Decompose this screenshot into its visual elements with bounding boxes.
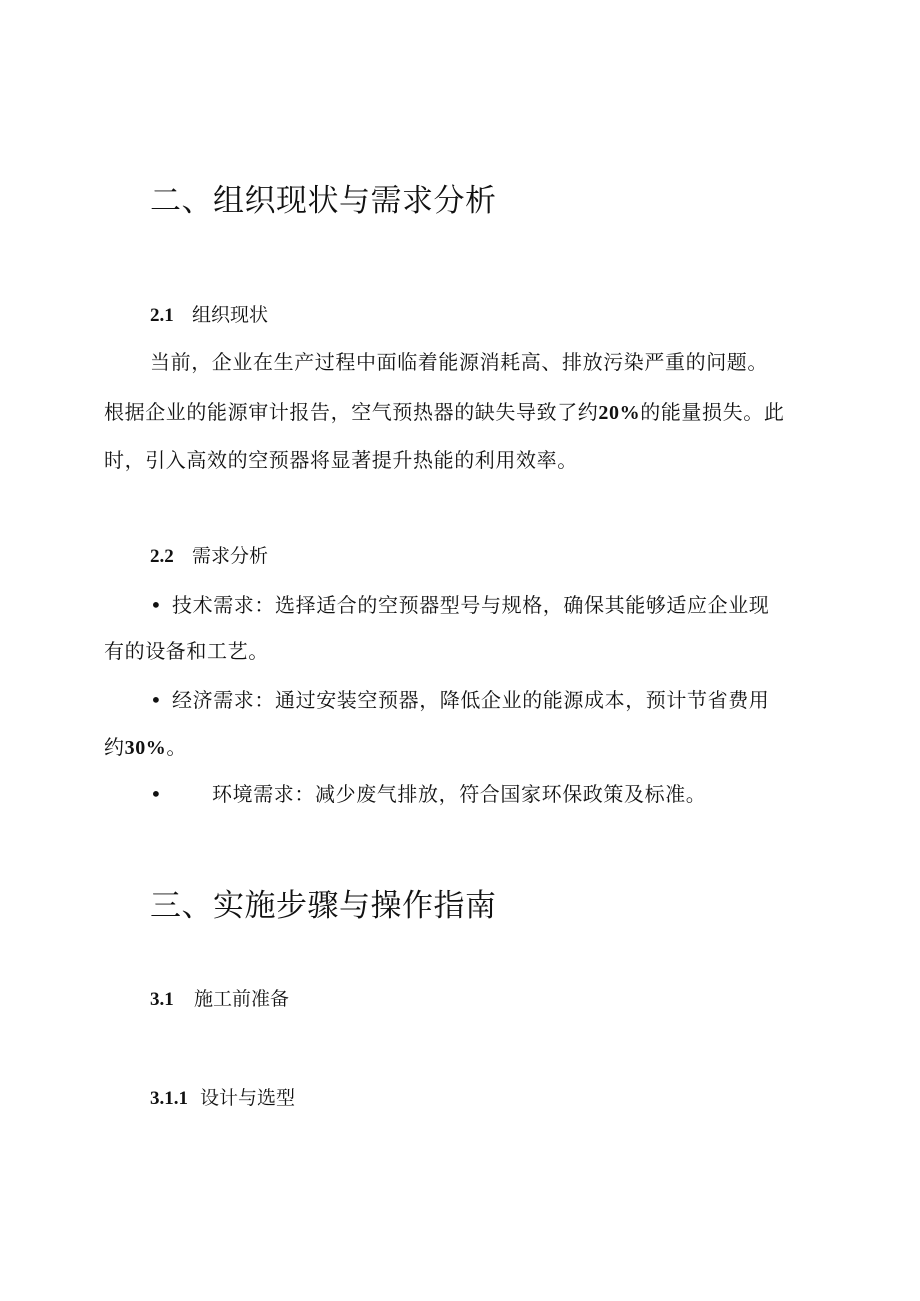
bullet-technical-text: 技术需求：选择适合的空预器型号与规格，确保其能够适应企业现 <box>172 593 770 617</box>
paragraph-2-1-line-1: 当前，企业在生产过程中面临着能源消耗高、排放污染严重的问题。 <box>150 350 768 374</box>
subsection-2-1-number: 2.1 <box>150 305 174 326</box>
bullet-economic-text: 经济需求：通过安装空预器，降低企业的能源成本，预计节省费用 <box>172 688 770 712</box>
subsection-2-2-number: 2.2 <box>150 546 174 567</box>
section-3-heading: 三、实施步骤与操作指南 <box>150 888 497 924</box>
bullet-environment-text: 环境需求：减少废气排放，符合国家环保政策及标准。 <box>212 782 707 806</box>
energy-loss-percent: 20% <box>598 402 641 424</box>
subsection-3-1-1-title: 设计与选型 <box>200 1087 296 1109</box>
subsection-3-1-1-number: 3.1.1 <box>150 1088 188 1109</box>
bullet-economic-text-b: 。 <box>166 735 188 759</box>
paragraph-2-1-line-3: 时，引入高效的空预器将显著提升热能的利用效率。 <box>104 448 578 472</box>
bullet-economic-line-2 <box>104 731 187 760</box>
paragraph-2-1-line-2 <box>104 396 784 425</box>
bullet-technical-line-2: 有的设备和工艺。 <box>104 639 269 663</box>
subsection-3-1-heading <box>150 984 289 1011</box>
subsection-3-1-number: 3.1 <box>150 989 174 1010</box>
subsection-2-2-heading <box>150 541 268 568</box>
subsection-3-1-1-heading <box>150 1083 295 1110</box>
paragraph-2-1-text-b: 的能量损失。此 <box>640 400 785 424</box>
cost-saving-percent: 30% <box>124 737 167 759</box>
bullet-icon: • <box>150 688 163 712</box>
bullet-economic-text-a: 约 <box>104 735 125 759</box>
bullet-icon: • <box>150 593 163 617</box>
bullet-technical-line-1 <box>150 589 769 618</box>
subsection-2-2-title: 需求分析 <box>192 545 269 567</box>
subsection-2-1-heading <box>150 300 268 327</box>
subsection-2-1-title: 组织现状 <box>192 304 269 326</box>
bullet-icon: • <box>150 782 163 806</box>
bullet-environment-line <box>150 778 706 807</box>
subsection-3-1-title: 施工前准备 <box>194 988 290 1010</box>
section-2-heading: 二、组织现状与需求分析 <box>150 183 497 219</box>
bullet-economic-line-1 <box>150 684 769 713</box>
paragraph-2-1-text-a: 根据企业的能源审计报告，空气预热器的缺失导致了约 <box>104 400 599 424</box>
